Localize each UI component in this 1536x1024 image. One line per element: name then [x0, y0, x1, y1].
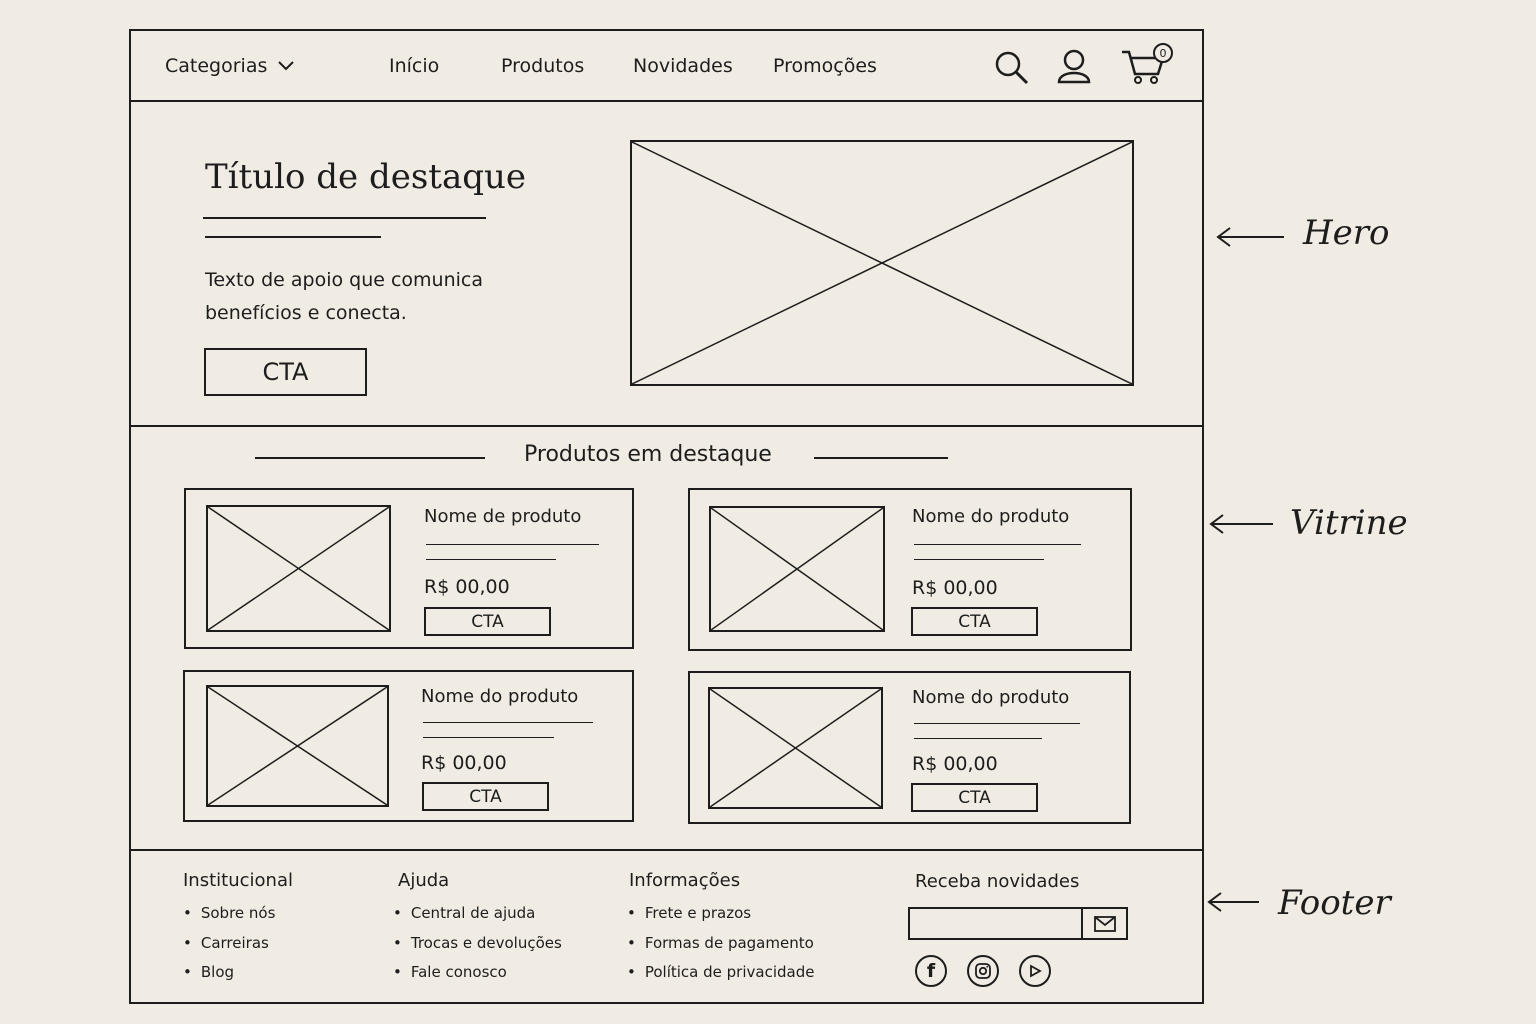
- product-image-placeholder: [206, 685, 389, 807]
- product-price: R$ 00,00: [424, 576, 510, 598]
- product-card: [688, 488, 1132, 651]
- footer-link[interactable]: • Política de privacidade: [627, 961, 814, 991]
- cart-icon[interactable]: [1120, 42, 1176, 86]
- product-desc-line: [426, 544, 599, 545]
- hero-subtitle-line: [205, 236, 381, 238]
- product-cta-button[interactable]: [911, 783, 1038, 812]
- nav-link-inicio[interactable]: Início: [389, 55, 440, 77]
- product-desc-line: [914, 738, 1042, 739]
- product-cta-button[interactable]: [422, 782, 549, 811]
- instagram-icon[interactable]: [967, 955, 999, 987]
- product-image-placeholder: [206, 505, 391, 632]
- product-name: Nome do produto: [912, 506, 1070, 527]
- product-image-placeholder: [709, 506, 885, 632]
- hero-title: Título de destaque: [205, 157, 527, 197]
- footer-link-list: [627, 902, 814, 991]
- product-desc-line: [423, 737, 554, 738]
- showcase-divider: [129, 849, 1204, 851]
- hero-text-line-2: benefícios e conecta.: [205, 302, 407, 324]
- footer-link[interactable]: • Carreiras: [183, 932, 275, 962]
- footer-link[interactable]: • Central de ajuda: [393, 902, 562, 932]
- hero-text: [205, 264, 483, 330]
- nav-link-promocoes[interactable]: Promoções: [773, 55, 877, 77]
- arrow-left-icon: [1209, 513, 1275, 539]
- footer-link[interactable]: • Trocas e devoluções: [393, 932, 562, 962]
- product-cta-button[interactable]: [911, 607, 1038, 636]
- footer-link[interactable]: • Formas de pagamento: [627, 932, 814, 962]
- product-desc-line: [423, 722, 593, 723]
- product-image-placeholder: [708, 687, 883, 809]
- hero-divider: [129, 425, 1204, 427]
- hero-image-placeholder: [630, 140, 1134, 386]
- product-name: Nome do produto: [421, 686, 579, 707]
- product-cta-label: CTA: [469, 786, 502, 807]
- categories-label: Categorias: [165, 55, 268, 77]
- product-price: R$ 00,00: [912, 577, 998, 599]
- footer-link[interactable]: • Sobre nós: [183, 902, 275, 932]
- footer-column-title: Ajuda: [398, 870, 450, 891]
- newsletter-email-input[interactable]: [908, 907, 1083, 940]
- product-desc-line: [914, 559, 1044, 560]
- nav-divider: [129, 100, 1204, 102]
- arrow-left-icon: [1207, 891, 1261, 917]
- categories-menu[interactable]: [165, 55, 295, 77]
- footer-column-title: Informações: [629, 870, 741, 891]
- arrow-left-icon: [1216, 226, 1286, 252]
- product-desc-line: [914, 544, 1081, 545]
- showcase-title-rule-right: [814, 457, 948, 459]
- nav-link-novidades[interactable]: Novidades: [633, 55, 733, 77]
- showcase-title-rule-left: [255, 457, 485, 459]
- hero-cta-label: CTA: [262, 358, 309, 386]
- newsletter-submit-button[interactable]: [1081, 907, 1128, 940]
- product-cta-label: CTA: [958, 787, 991, 808]
- product-card: [183, 670, 634, 822]
- product-cta-label: CTA: [471, 611, 504, 632]
- hero-text-line-1: Texto de apoio que comunica: [205, 269, 484, 291]
- youtube-play-icon[interactable]: [1019, 955, 1051, 987]
- footer-column-title: Institucional: [183, 870, 293, 891]
- product-price: R$ 00,00: [421, 752, 507, 774]
- product-cta-label: CTA: [958, 611, 991, 632]
- hero-title-underline: [203, 217, 486, 219]
- hero-cta-button[interactable]: [204, 348, 367, 396]
- product-name: Nome de produto: [424, 506, 582, 527]
- showcase-title: Produtos em destaque: [524, 442, 772, 467]
- annotation-hero: Hero: [1303, 213, 1390, 253]
- product-cta-button[interactable]: [424, 607, 551, 636]
- footer-link-list: [393, 902, 562, 991]
- footer-link[interactable]: • Frete e prazos: [627, 902, 814, 932]
- product-card: [688, 671, 1131, 824]
- product-name: Nome do produto: [912, 687, 1070, 708]
- user-icon[interactable]: [1056, 48, 1092, 84]
- footer-link[interactable]: • Fale conosco: [393, 961, 562, 991]
- cart-count-badge: 0: [1153, 43, 1173, 63]
- product-card: [184, 488, 634, 649]
- chevron-down-icon: [277, 60, 295, 72]
- facebook-icon[interactable]: f: [915, 955, 947, 987]
- footer-link-list: [183, 902, 275, 991]
- newsletter-title: Receba novidades: [915, 871, 1080, 892]
- product-price: R$ 00,00: [912, 753, 998, 775]
- product-desc-line: [914, 723, 1080, 724]
- product-desc-line: [426, 559, 556, 560]
- footer-link[interactable]: • Blog: [183, 961, 275, 991]
- annotation-footer: Footer: [1278, 883, 1391, 923]
- nav-link-produtos[interactable]: Produtos: [501, 55, 585, 77]
- annotation-vitrine: Vitrine: [1290, 503, 1408, 543]
- search-icon[interactable]: [994, 50, 1030, 86]
- envelope-icon: [1094, 916, 1116, 932]
